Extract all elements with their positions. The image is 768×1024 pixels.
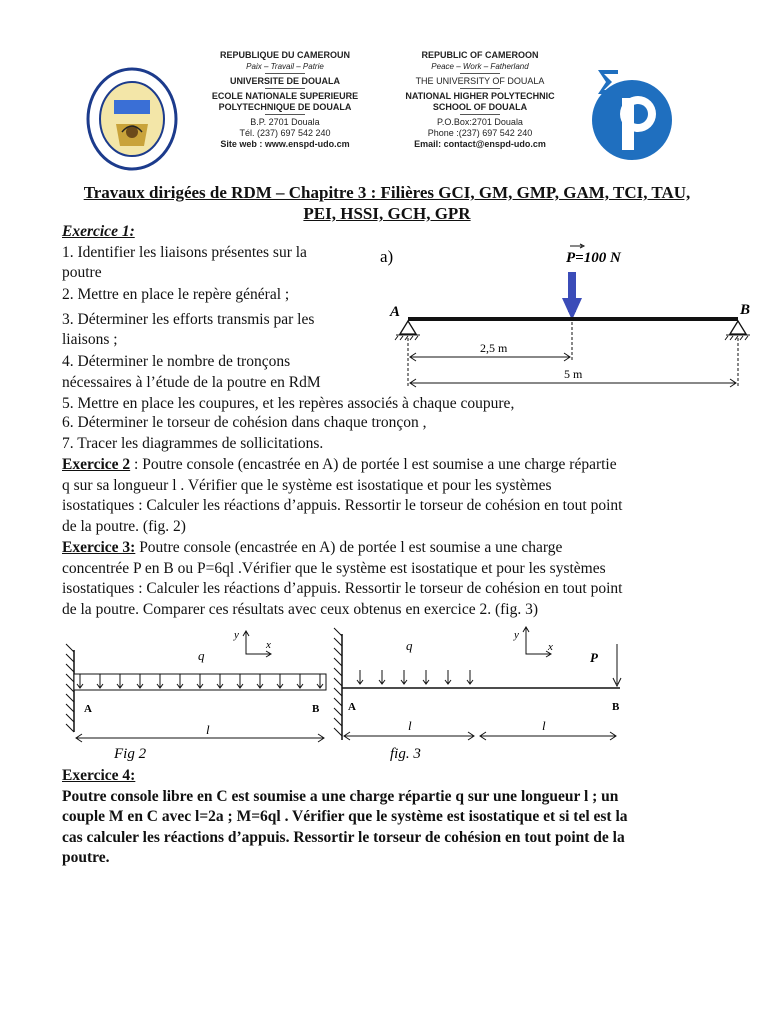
ex1-line: 5. Mettre en place les coupures, et les repères associés à chaque coupure,	[62, 395, 515, 412]
fig2-a-label: A	[84, 703, 92, 715]
ex4-line: couple M en C avec l=2a ; M=6ql . Vérifier que le système est isostatique et si tel est la	[62, 808, 628, 825]
fr-motto: Paix – Travail – Patrie	[246, 62, 324, 71]
fig3-b-label: B	[612, 701, 620, 713]
fig3-p-label: P	[590, 650, 598, 665]
ex3-paragraph	[62, 538, 712, 620]
en-school-line2: SCHOOL OF DOUALA	[432, 102, 528, 112]
en-email: Email: contact@enspd-udo.cm	[414, 139, 546, 149]
fig-a-dim-2-5m: 2,5 m	[480, 341, 508, 355]
ex1-line: nécessaires à l’étude de la poutre en RdM	[62, 374, 321, 391]
en-country: REPUBLIC OF CAMEROON	[421, 50, 539, 60]
ex1-line: poutre	[62, 264, 102, 281]
fig3-l1-label: l	[408, 718, 412, 733]
ex2-heading: Exercice 2	[62, 456, 131, 473]
fig3-q-label: q	[406, 638, 413, 653]
fig2-caption: Fig 2	[114, 746, 147, 762]
ex3-line: isostatiques : Calculer les réactions d’appuis. Ressortir le torseur de cohésion en tout point	[62, 580, 623, 597]
title-line2: PEI, HSSI, GCH, GPR	[303, 204, 471, 223]
fig-a-load-label: P=100 N	[566, 250, 621, 266]
ex3-line: concentrée P en B ou P=6ql .Vérifier que le système est isostatique et pour les systèmes	[62, 559, 606, 577]
support-a	[400, 321, 416, 334]
ex1-line: 1. Identifier les liaisons présentes sur la	[62, 244, 307, 261]
ex4-line: poutre.	[62, 849, 110, 866]
fig3-a-label: A	[348, 701, 356, 713]
fig-a-support-a-label: A	[390, 304, 401, 320]
ex4-heading: Exercice 4:	[62, 767, 136, 784]
ex1-line: 4. Déterminer le nombre de tronçons	[62, 353, 291, 370]
fig2-l-label: l	[206, 722, 210, 737]
load-arrow-head	[562, 298, 582, 320]
ex3-heading: Exercice 3:	[62, 539, 136, 556]
title-line1: Travaux dirigées de RDM – Chapitre 3 : Filières GCI, GM, GMP, GAM, TCI, TAU,	[83, 183, 691, 202]
ex3-line: Poutre console (encastrée en A) de portée l est soumise a une charge	[135, 539, 563, 556]
fig-a-label: a)	[380, 247, 394, 266]
header-english-block	[385, 50, 575, 150]
header-french-block	[190, 50, 380, 150]
support-b	[730, 321, 746, 334]
figure-a-beam	[370, 236, 760, 396]
polytechnic-logo	[588, 68, 678, 168]
ex1-line: 6. Déterminer le torseur de cohésion dans chaque tronçon ,	[62, 414, 427, 431]
fig2-y-axis-label: y	[234, 629, 239, 641]
ex2-line: q sur sa longueur l . Vérifier que le système est isostatique et pour les systèmes	[62, 476, 552, 494]
fr-school-line1: ECOLE NATIONALE SUPERIEURE	[211, 91, 359, 101]
fig-a-support-b-label: B	[740, 302, 751, 318]
page-title	[62, 182, 712, 224]
fig3-l2-label: l	[542, 718, 546, 733]
fig3-y-axis-label: y	[514, 629, 519, 641]
en-university: THE UNIVERSITY OF DOUALA	[415, 76, 545, 86]
en-phone: Phone :(237) 697 542 240	[427, 128, 533, 138]
fr-address: B.P. 2701 Douala	[250, 117, 320, 127]
fig2-x-axis-label: x	[266, 639, 271, 651]
fig3-caption: fig. 3	[390, 746, 421, 762]
fig3-distributed-load	[357, 670, 473, 684]
ex1-line: 3. Déterminer les efforts transmis par les	[62, 311, 315, 328]
fr-school-line2: POLYTECHNIQUE DE DOUALA	[218, 102, 352, 112]
ex2-line: : Poutre console (encastrée en A) de portée l est soumise a une charge répartie	[130, 456, 617, 473]
ex4-line: cas calculer les réactions d’appuis. Ressortir le torseur de cohésion en tout point de la	[62, 828, 625, 846]
en-address: P.O.Box:2701 Douala	[437, 117, 523, 127]
ex2-paragraph	[62, 455, 712, 537]
fig2-b-label: B	[312, 703, 320, 715]
ex1-heading: Exercice 1:	[62, 223, 135, 240]
ex3-line: de la poutre. Comparer ces résultats avec ceux obtenus en exercice 2. (fig. 3)	[62, 600, 538, 618]
ex4-line: Poutre console libre en C est soumise a une charge répartie q sur une longueur l ; un	[62, 787, 619, 805]
fig2-q-label: q	[198, 648, 205, 663]
fig3-x-axis-label: x	[548, 641, 553, 653]
fr-country: REPUBLIQUE DU CAMEROUN	[219, 50, 350, 60]
en-motto: Peace – Work – Fatherland	[431, 62, 529, 71]
university-seal-logo	[86, 66, 178, 172]
fr-web: Site web : www.enspd-udo.cm	[220, 139, 350, 149]
en-school-line1: NATIONAL HIGHER POLYTECHNIC	[405, 91, 555, 101]
figures-2-3	[60, 622, 640, 768]
ex1-line: 7. Tracer les diagrammes de sollicitations.	[62, 435, 324, 452]
ex1-line: 2. Mettre en place le repère général ;	[62, 286, 290, 303]
ex2-line: isostatiques : Calculer les réactions d’appuis. Ressortir le torseur de cohésion en tout point	[62, 497, 623, 514]
fr-phone: Tél. (237) 697 542 240	[239, 128, 331, 138]
ex4-paragraph	[62, 766, 712, 869]
fig3-point-load-arrow	[613, 644, 621, 686]
fr-university: UNIVERSITE DE DOUALA	[229, 76, 340, 86]
fig-a-dim-5m: 5 m	[564, 367, 583, 381]
ex2-line: de la poutre. (fig. 2)	[62, 517, 186, 535]
ex1-line: liaisons ;	[62, 331, 118, 348]
